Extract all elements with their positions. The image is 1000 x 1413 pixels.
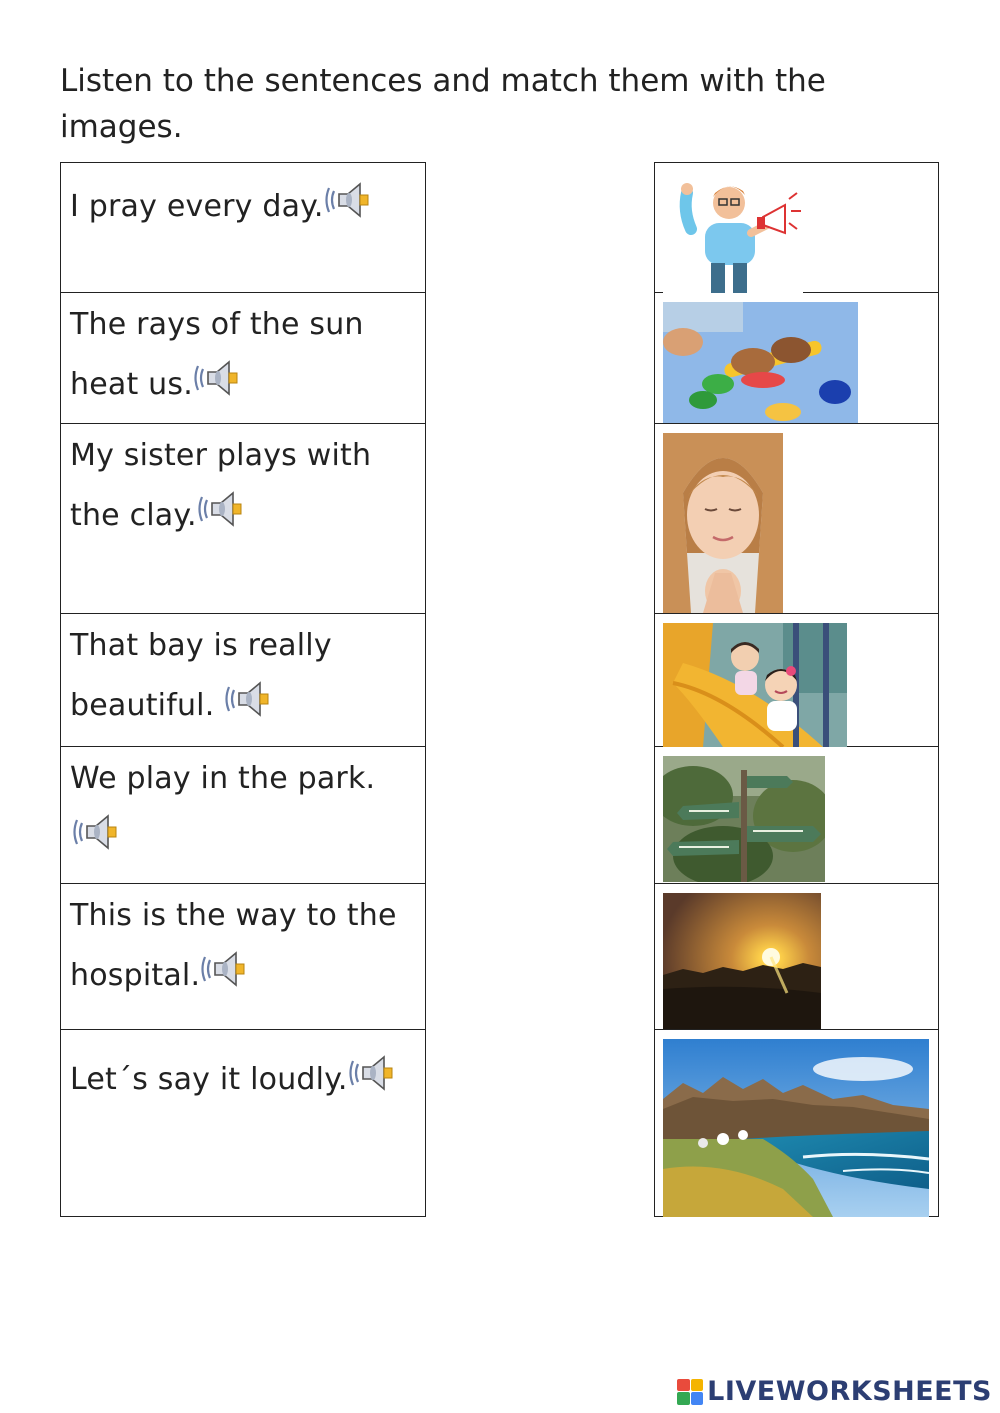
brand-text: LIVEWORKSHEETS	[707, 1376, 992, 1407]
sentence-text: My sister plays with the clay.	[70, 438, 372, 533]
liveworksheets-logo-icon	[677, 1379, 703, 1405]
sentence-text: That bay is really beautiful.	[70, 628, 332, 723]
sentence-cell	[60, 162, 426, 293]
image-cell	[654, 614, 939, 747]
brand-logo[interactable]	[677, 1376, 992, 1407]
speaker-icon[interactable]	[70, 810, 122, 854]
speaker-icon[interactable]	[346, 1051, 398, 1095]
sentence-cell	[60, 424, 426, 614]
instructions-heading: Listen to the sentences and match them with the images.	[60, 63, 826, 145]
sentence-cell	[60, 293, 426, 424]
sentence-text: I pray every day.	[70, 189, 324, 224]
images-column	[654, 162, 939, 1217]
sentence-text: This is the way to the hospital.	[70, 898, 397, 993]
coastal-bay-image[interactable]	[663, 1039, 929, 1217]
man-megaphone-image[interactable]	[663, 171, 803, 293]
sentence-cell	[60, 614, 426, 747]
image-cell	[654, 162, 939, 293]
hands-playdough-image[interactable]	[663, 302, 858, 423]
speaker-icon[interactable]	[191, 356, 243, 400]
speaker-icon[interactable]	[322, 178, 374, 222]
image-cell	[654, 293, 939, 424]
speaker-icon[interactable]	[222, 677, 274, 721]
image-cell	[654, 747, 939, 884]
girl-praying-image[interactable]	[663, 433, 783, 613]
kids-slide-image[interactable]	[663, 623, 847, 747]
speaker-icon[interactable]	[198, 947, 250, 991]
sunset-image[interactable]	[663, 893, 821, 1029]
image-cell	[654, 884, 939, 1030]
speaker-icon[interactable]	[195, 487, 247, 531]
sentence-cell	[60, 747, 426, 884]
sentences-column	[60, 162, 426, 1217]
sentence-text: The rays of the sun heat us.	[70, 307, 364, 402]
sentence-cell	[60, 884, 426, 1030]
sentence-text: We play in the park.	[70, 761, 376, 796]
image-cell	[654, 424, 939, 614]
image-cell	[654, 1030, 939, 1217]
sentence-cell	[60, 1030, 426, 1217]
sentence-text: Let´s say it loudly.	[70, 1062, 348, 1097]
footpath-signs-image[interactable]	[663, 756, 825, 882]
